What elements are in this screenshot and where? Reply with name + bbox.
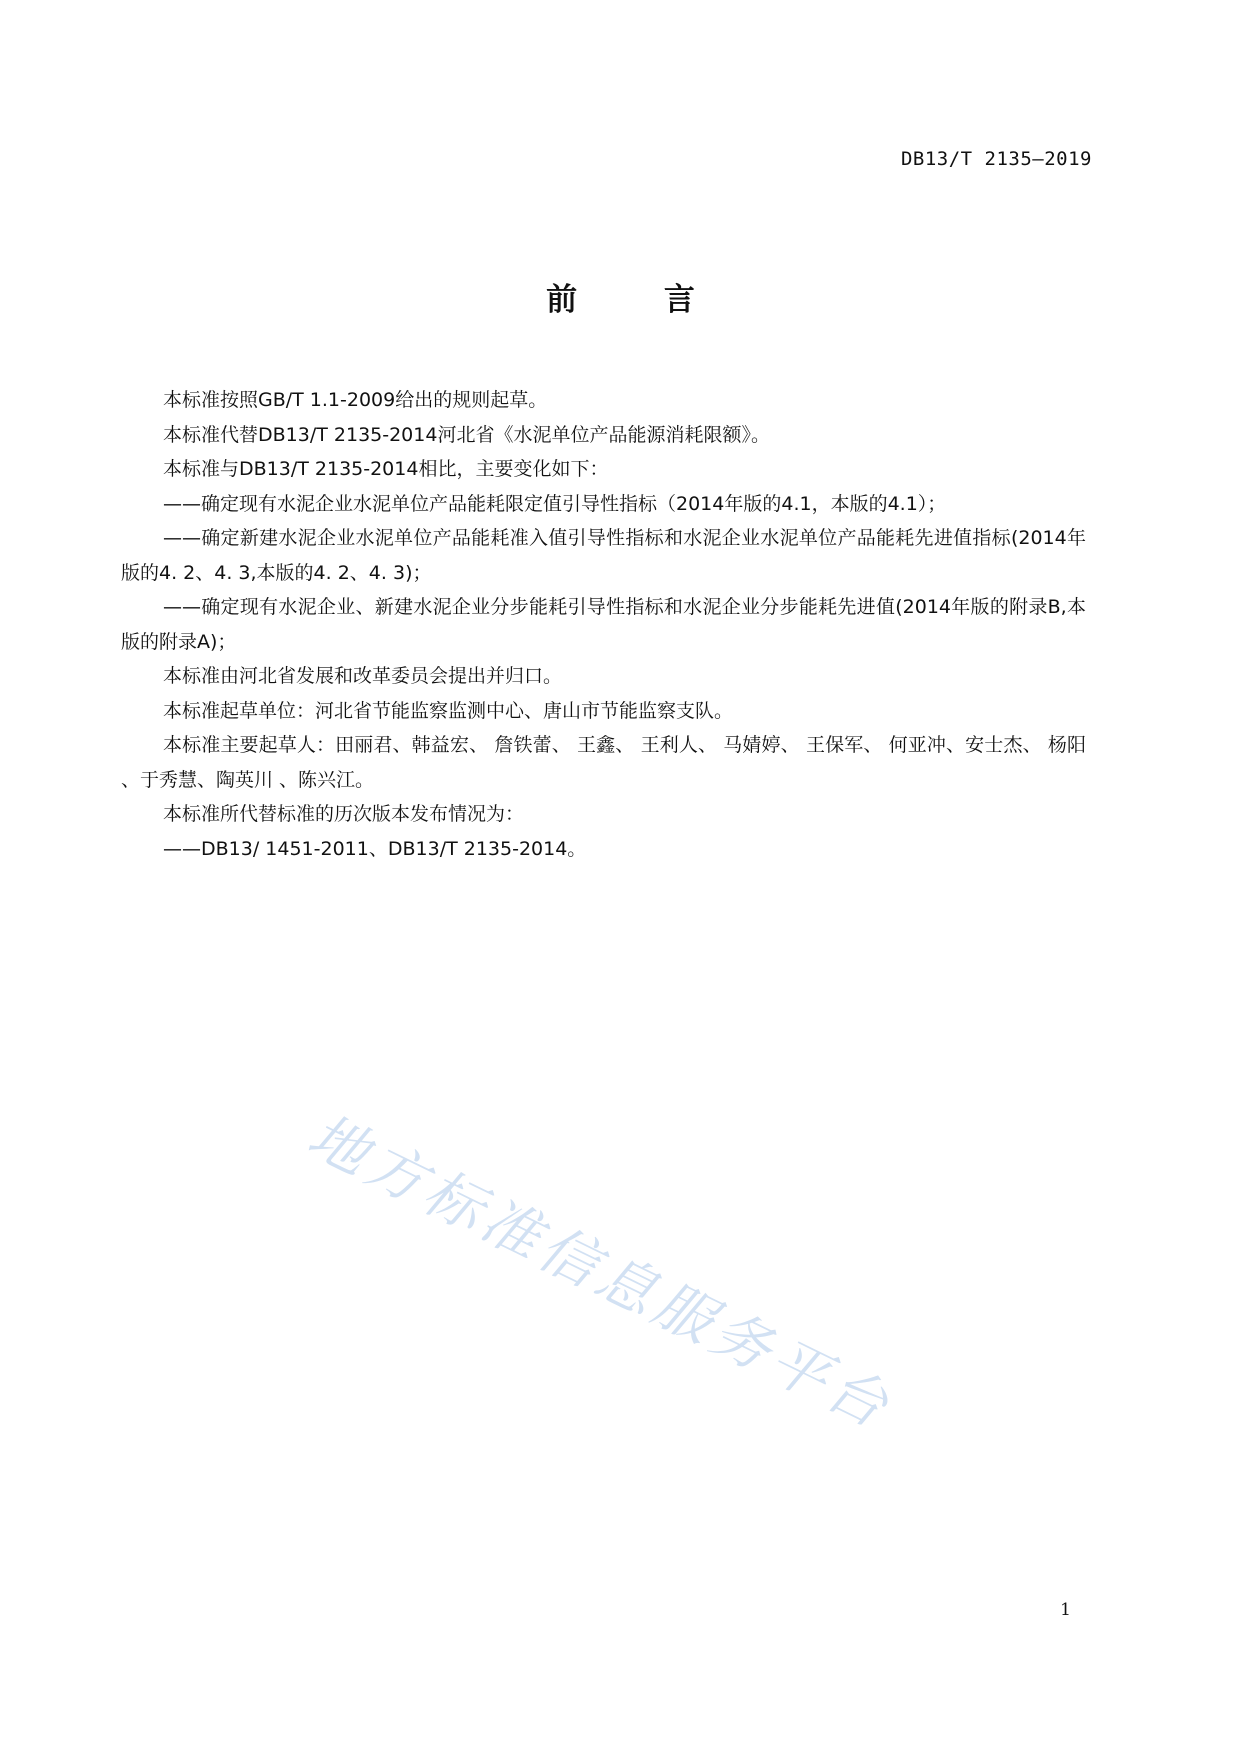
watermark: 地方标准信息服务平台: [297, 1100, 903, 1443]
page-title: 前 言: [546, 282, 733, 318]
paragraph-history-intro: 本标准所代替标准的历次版本发布情况为：: [163, 803, 525, 825]
paragraph-changes-intro: 本标准与DB13/T 2135-2014相比，主要变化如下：: [163, 458, 609, 480]
document-code: DB13/T 2135—2019: [900, 148, 1092, 170]
paragraph-replaces: 本标准代替DB13/T 2135-2014河北省《水泥单位产品能源消耗限额》。: [163, 423, 770, 446]
paragraph-proposer: 本标准由河北省发展和改革委员会提出并归口。: [163, 665, 563, 687]
paragraph-change-item: ——确定现有水泥企业、新建水泥企业分步能耗引导性指标和水泥企业分步能耗先进值(2014年版的附录B,本版的附录A)；: [121, 596, 1086, 653]
paragraph-history-item: ——DB13/ 1451-2011、DB13/T 2135-2014。: [163, 837, 587, 860]
page-number: 1: [1060, 1600, 1071, 1620]
paragraph-drafters: 本标准主要起草人：田丽君、韩益宏、 詹铁蕾、 王鑫、 王利人、 马婧婷、 王保军、 何亚冲、安士杰、 杨阳 、于秀慧、陶英川 、陈兴江。: [121, 734, 1086, 791]
paragraph-change-item: ——确定新建水泥企业水泥单位产品能耗准入值引导性指标和水泥企业水泥单位产品能耗先进值指标(2014年版的4. 2、4. 3,本版的4. 2、4. 3)；: [121, 527, 1086, 584]
paragraph-drafting-units: 本标准起草单位：河北省节能监察监测中心、唐山市节能监察支队。: [163, 699, 734, 722]
paragraph-drafting-rules: 本标准按照GB/T 1.1-2009给出的规则起草。: [163, 389, 548, 411]
paragraph-change-item: ——确定现有水泥企业水泥单位产品能耗限定值引导性指标（2014年版的4.1，本版的4.1）；: [163, 492, 947, 515]
foreword-body: [121, 383, 1086, 866]
